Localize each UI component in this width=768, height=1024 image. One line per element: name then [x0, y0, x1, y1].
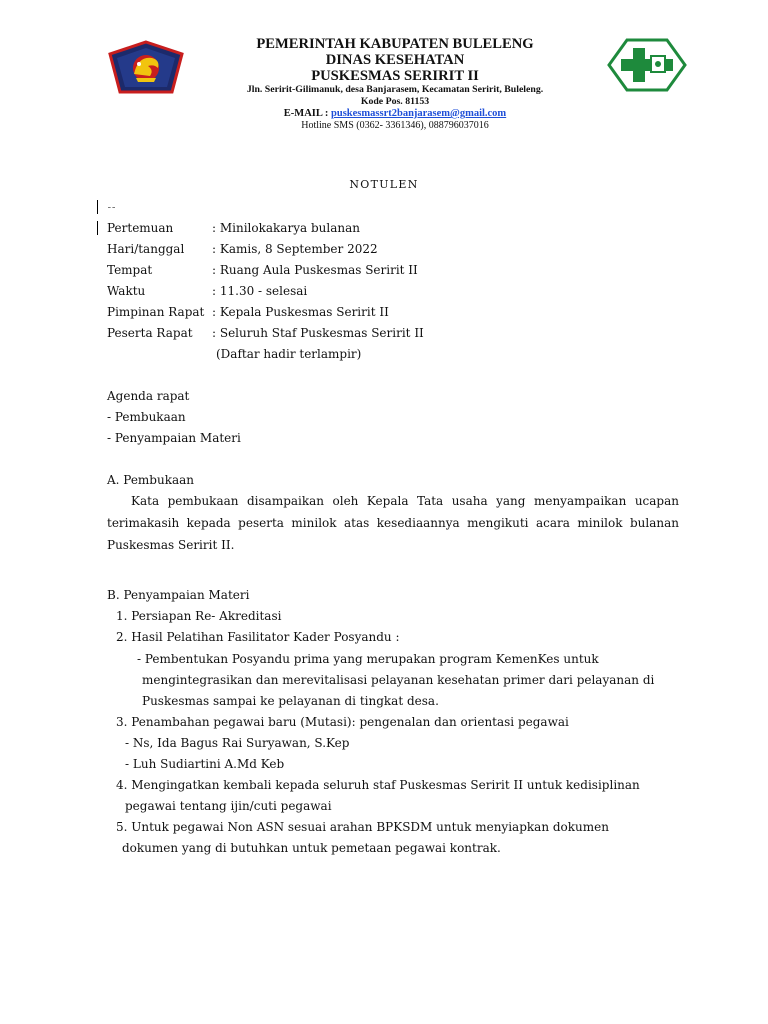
materi-item: 2. Hasil Pelatihan Fasilitator Kader Posyandu :	[116, 630, 400, 644]
materi-subitem-continued: mengintegrasikan dan merevitalisasi pelayanan kesehatan primer dari pelayanan di	[142, 673, 655, 687]
agenda-item: - Penyampaian Materi	[107, 431, 241, 445]
materi-item: 3. Penambahan pegawai baru (Mutasi): pengenalan dan orientasi pegawai	[116, 715, 569, 729]
document-title: NOTULEN	[349, 178, 419, 191]
materi-subitem: - Pembentukan Posyandu prima yang merupakan program KemenKes untuk	[137, 652, 599, 666]
email-link[interactable]: puskesmassrt2banjarasem@gmail.com	[331, 108, 507, 119]
letterhead-postcode: Kode Pos. 81153	[360, 96, 430, 107]
meta-value-time: : 11.30 - selesai	[212, 284, 308, 298]
meta-value-meeting: : Minilokakarya bulanan	[212, 221, 360, 235]
materi-item: 4. Mengingatkan kembali kepada seluruh staf Puskesmas Seririt II untuk kedisiplinan	[116, 778, 640, 792]
letterhead-address: Jln. Seririt-Gilimanuk, desa Banjarasem, Kecamatan Seririt, Buleleng.	[246, 84, 544, 95]
meta-value-participants: : Seluruh Staf Puskesmas Seririt II	[212, 326, 424, 340]
puskesmas-logo-icon	[607, 38, 687, 92]
meta-label-place: Tempat	[107, 263, 153, 277]
meta-label-participants: Peserta Rapat	[107, 326, 193, 340]
attendance-note: (Daftar hadir terlampir)	[216, 347, 362, 361]
agenda-item: - Pembukaan	[107, 410, 186, 424]
materi-item-continued: pegawai tentang ijin/cuti pegawai	[125, 799, 332, 813]
text-cursor	[97, 221, 98, 235]
meta-value-date: : Kamis, 8 September 2022	[212, 242, 378, 256]
section-a-paragraph	[107, 490, 679, 556]
meta-label-meeting: Pertemuan	[107, 221, 174, 235]
materi-item: 1. Persiapan Re- Akreditasi	[116, 609, 282, 623]
formatting-mark	[108, 206, 115, 208]
materi-item-continued: dokumen yang di butuhkan untuk pemetaan pegawai kontrak.	[122, 841, 501, 855]
materi-item: 5. Untuk pegawai Non ASN sesuai arahan BPKSDM untuk menyiapkan dokumen	[116, 820, 609, 834]
materi-subitem-continued: Puskesmas sampai ke pelayanan di tingkat desa.	[142, 694, 439, 708]
materi-subitem: - Luh Sudiartini A.Md Keb	[125, 757, 285, 771]
meta-label-chair: Pimpinan Rapat	[107, 305, 205, 319]
meta-label-time: Waktu	[107, 284, 146, 298]
meta-value-chair: : Kepala Puskesmas Seririt II	[212, 305, 389, 319]
letterhead-agency: DINAS KESEHATAN	[325, 52, 465, 68]
text-cursor	[97, 200, 98, 214]
meta-value-place: : Ruang Aula Puskesmas Seririt II	[212, 263, 418, 277]
agenda-heading: Agenda rapat	[107, 389, 190, 403]
letterhead-email-line	[180, 108, 610, 120]
letterhead-hotline: Hotline SMS (0362- 3361346), 088796037016	[301, 120, 489, 131]
letterhead-government: PEMERINTAH KABUPATEN BULELENG	[256, 36, 534, 52]
materi-subitem: - Ns, Ida Bagus Rai Suryawan, S.Kep	[125, 736, 350, 750]
section-a-heading: A. Pembukaan	[107, 473, 195, 487]
section-b-heading: B. Penyampaian Materi	[107, 588, 250, 602]
buleleng-emblem-icon	[108, 40, 184, 94]
meta-label-date: Hari/tanggal	[107, 242, 185, 256]
letterhead-facility: PUSKESMAS SERIRIT II	[311, 68, 479, 84]
email-label: E-MAIL :	[283, 108, 329, 119]
section-a-text: Kata pembukaan disampaikan oleh Kepala Tata usaha yang menyampaikan ucapan terimakasih kepada peserta minilok atas kesediaannya mengikuti acara minilok bulanan Puskesmas Seririt II.	[107, 494, 679, 552]
